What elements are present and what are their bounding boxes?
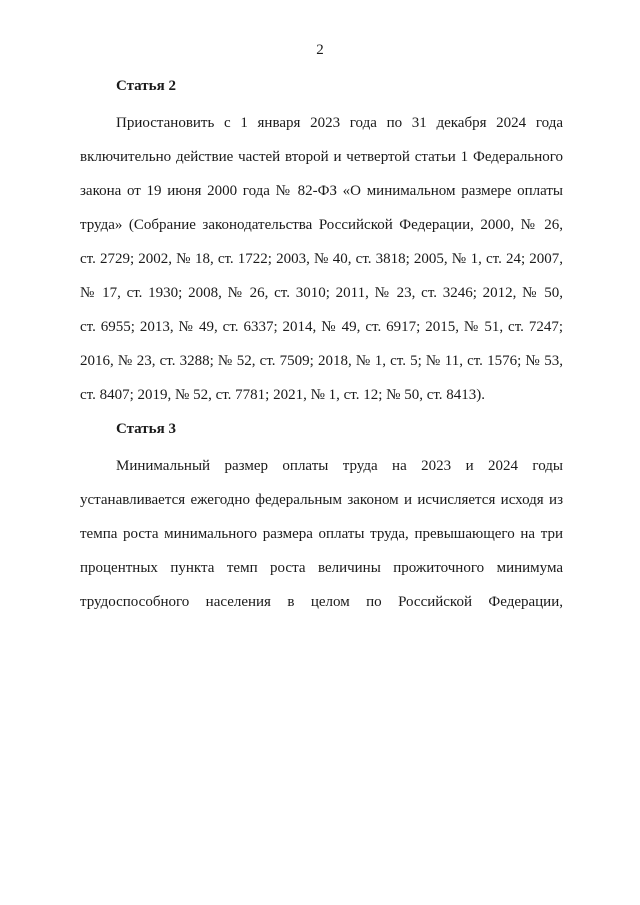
- article-2-line: закона от 19 июня 2000 года № 82-ФЗ «О минимальном размере оплаты: [80, 183, 563, 199]
- article-2-line: ст. 6955; 2013, № 49, ст. 6337; 2014, № 49, ст. 6917; 2015, № 51, ст. 7247;: [80, 319, 563, 335]
- article-2-line: включительно действие частей второй и четвертой статьи 1 Федерального: [80, 149, 563, 165]
- article-3-line: устанавливается ежегодно федеральным законом и исчисляется исходя из: [80, 492, 563, 508]
- article-2-line: 2016, № 23, ст. 3288; № 52, ст. 7509; 2018, № 1, ст. 5; № 11, ст. 1576; № 53,: [80, 353, 563, 369]
- article-2-line: № 17, ст. 1930; 2008, № 26, ст. 3010; 2011, № 23, ст. 3246; 2012, № 50,: [80, 285, 563, 301]
- article-2-line: ст. 8407; 2019, № 52, ст. 7781; 2021, № 1, ст. 12; № 50, ст. 8413).: [80, 387, 486, 403]
- article-2-line: труда» (Собрание законодательства Российской Федерации, 2000, № 26,: [80, 217, 563, 233]
- article-2-line: ст. 2729; 2002, № 18, ст. 1722; 2003, № 40, ст. 3818; 2005, № 1, ст. 24; 2007,: [80, 251, 563, 267]
- article-3-line: трудоспособного населения в целом по Российской Федерации,: [80, 594, 563, 610]
- article-2-line: Приостановить с 1 января 2023 года по 31 декабря 2024 года: [116, 115, 563, 131]
- article-3-line: темпа роста минимального размера оплаты труда, превышающего на три: [80, 526, 563, 542]
- page-number: 2: [316, 42, 324, 58]
- article-2-heading: Статья 2: [116, 78, 176, 94]
- article-3-heading: Статья 3: [116, 421, 176, 437]
- article-3-line: процентных пункта темп роста величины прожиточного минимума: [80, 560, 563, 576]
- article-3-line: Минимальный размер оплаты труда на 2023 и 2024 годы: [116, 458, 563, 474]
